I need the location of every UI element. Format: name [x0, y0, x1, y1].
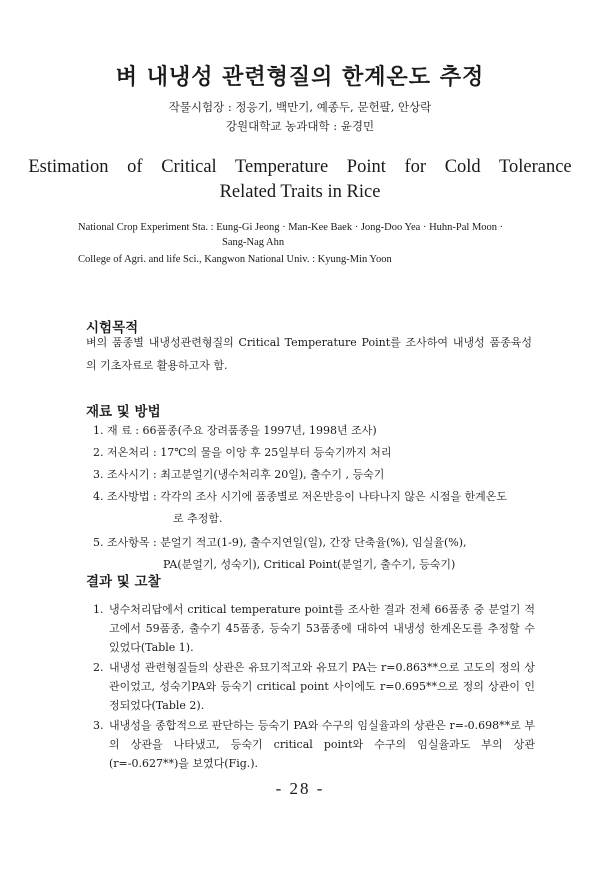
- authors-korean-line-2: 강원대학교 농과대학 : 윤경민: [225, 119, 375, 133]
- title-english: [0, 155, 600, 205]
- methods-item: 5. 조사항목 : 분얼기 적고(1-9), 출수지연일(일), 간장 단축율(%), 임실율(%), PA(분얼기, 성숙기), Critical Point(분얼기, 출수기, 등숙기): [93, 536, 467, 571]
- methods-item: 4. 조사방법 : 각각의 조사 시기에 품종별로 저온반응이 나타나지 않은 시점을 한계온도 로 추정함.: [93, 490, 507, 525]
- affiliation-english-1-text: National Crop Experiment Sta. : Eung-Gi Jeong · Man-Kee Baek · Jong-Doo Yea · Huhn-Pal Moon ·: [78, 222, 504, 233]
- methods-item: 1. 재 료 : 66품종(주요 장려품종을 1997년, 1998년 조사): [93, 424, 377, 437]
- results-item: 2. 내냉성 관련형질들의 상관은 유묘기적고와 유묘기 PA는 r=0.863**으로 고도의 정의 상관이었고, 성숙기PA와 등숙기 critical point 사이에도 r=0.695**으로 정의 상관이 인정되었다(Table 2).: [93, 661, 535, 712]
- affiliation-english-1-cont: Sang-Nag Ahn: [222, 237, 285, 248]
- title-english-line-2: Related Traits in Rice: [219, 182, 381, 202]
- results-item: 3. 내냉성을 종합적으로 판단하는 등숙기 PA와 수구의 임실율과의 상관은 r=-0.698**로 부의 상관을 나타냈고, 등숙기 critical point와 수구의 임실율과도 부의 상관(r=-0.627**)을 보였다(Fig.).: [93, 719, 535, 770]
- title-english-line-1: Estimation of Critical Temperature Point for Cold Tolerance: [28, 157, 572, 177]
- section-heading-purpose: 시험목적: [86, 320, 139, 336]
- purpose-paragraph: 벼의 품종별 내냉성관련형질의 Critical Temperature Point를 조사하여 내냉성 품종육성의 기초자료로 활용하고자 함.: [86, 336, 532, 372]
- section-heading-methods: 재료 및 방법: [86, 404, 161, 420]
- methods-item: 3. 조사시기 : 최고분얼기(냉수처리후 20일), 출수기 , 등숙기: [93, 468, 385, 481]
- results-item: 1. 냉수처리답에서 critical temperature point를 조사한 결과 전체 66품종 중 분얼기 적고에서 59품종, 출수기 45품종, 등숙기 53품종에 대하여 내냉성 한계온도를 추정할 수 있었다(Table 1).: [93, 603, 535, 654]
- methods-item: 2. 저온처리 : 17℃의 물을 이앙 후 25일부터 등숙기까지 처리: [93, 446, 392, 459]
- authors-korean-line-1: 작물시험장 : 정응기, 백만기, 예종두, 문헌팔, 안상락: [168, 100, 432, 114]
- page-number: - 28 -: [275, 779, 325, 798]
- affiliation-english-2: College of Agri. and life Sci., Kangwon National Univ. : Kyung-Min Yoon: [78, 254, 392, 265]
- methods-list: [93, 420, 533, 576]
- results-list: [93, 600, 535, 774]
- title-korean: 벼 내냉성 관련형질의 한계온도 추정: [115, 64, 485, 90]
- affiliation-english-1: [78, 220, 538, 250]
- section-heading-results: 결과 및 고찰: [86, 574, 161, 590]
